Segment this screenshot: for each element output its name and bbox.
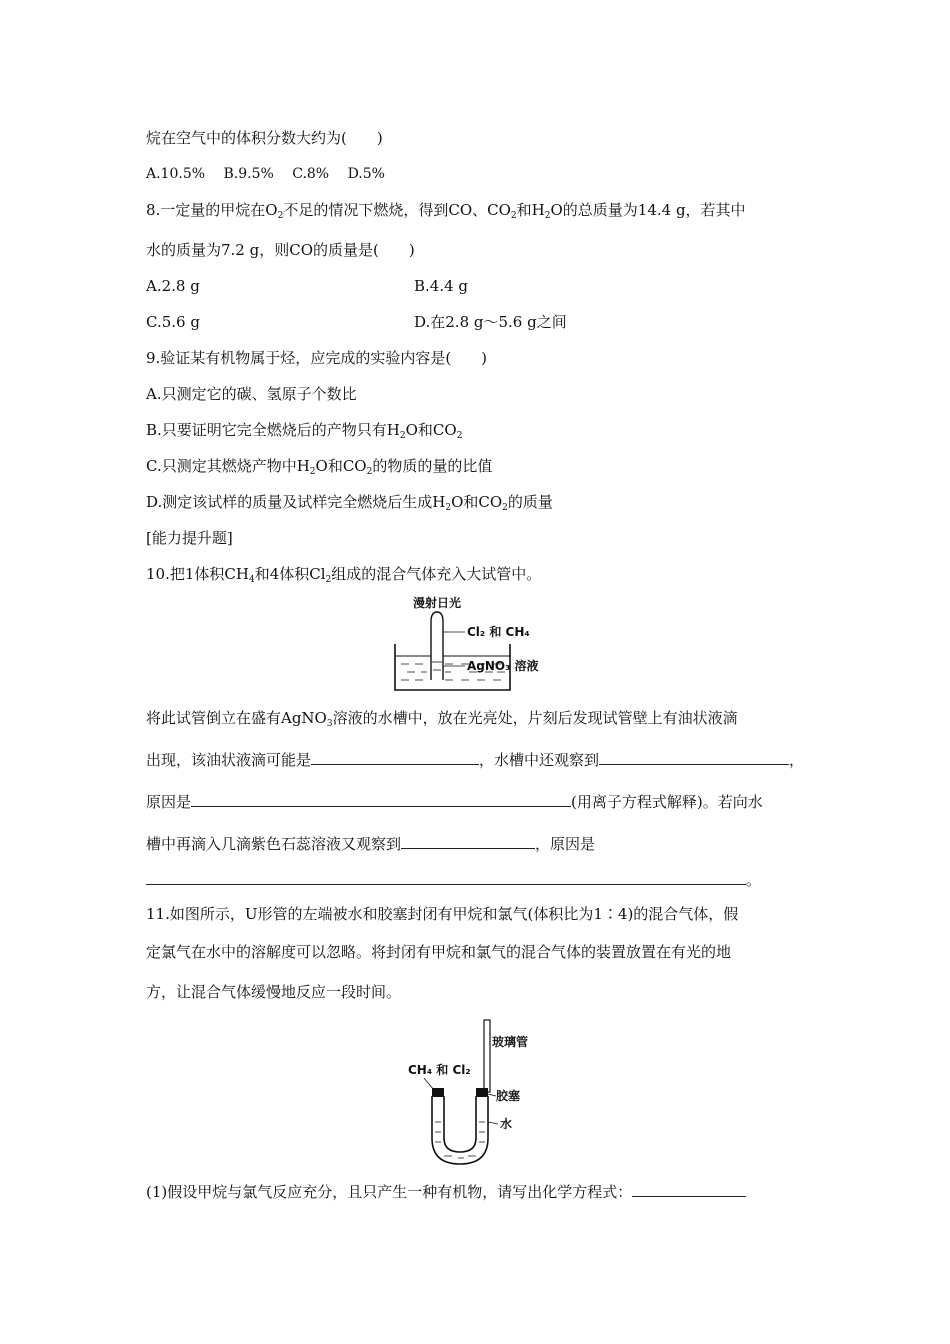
q10-figure	[385, 594, 565, 696]
q8-option-b: B.4.4 g	[414, 277, 469, 295]
q10-stem: 10.把1体积$CH_4$和4体积$Cl_2$组成的混合气体充入大试管中。	[146, 565, 542, 585]
q8-stem-line1: 8.一定量的甲烷在$O_2$不足的情况下燃烧，得到CO、$CO_2$和$H_2O$的总质量为14.4 g，若其中	[146, 201, 746, 221]
u-tube-inner	[444, 1096, 476, 1152]
answer-blank-reason[interactable]	[146, 870, 746, 885]
q10-para-line3: 原因是 (用离子方程式解释)。若向水	[146, 793, 763, 811]
section-title: [能力提升题]	[146, 529, 233, 547]
q11-figure	[400, 1018, 560, 1170]
answer-blank-ionic-equation[interactable]	[191, 792, 571, 807]
q11-label-tube: 玻璃管	[492, 1035, 529, 1049]
q10-para-line1: 将此试管倒立在盛有AgNO$_3$溶液的水槽中，放在光亮处，片刻后发现试管壁上有油状液滴	[146, 709, 738, 729]
q11-label-gas: CH₄ 和 Cl₂	[408, 1063, 471, 1077]
answer-blank-oil[interactable]	[311, 750, 479, 765]
glass-tube	[484, 1020, 490, 1092]
q9-option-c: C.只测定其燃烧产物中$H_2O$和$CO_2$的物质的量的比值	[146, 457, 493, 477]
answer-blank-litmus[interactable]	[401, 834, 535, 849]
q11-label-stopper: 胶塞	[496, 1089, 521, 1103]
q8-option-c: C.5.6 g	[146, 313, 200, 331]
q8-option-a: A.2.8 g	[146, 277, 200, 295]
q9-option-a: A.只测定它的碳、氢原子个数比	[146, 385, 357, 403]
answer-blank-trough[interactable]	[599, 750, 789, 765]
q9-option-b: B.只要证明它完全燃烧后的产物只有$H_2O$和$CO_2$	[146, 421, 463, 441]
q11-stem-line2: 定氯气在水中的溶解度可以忽略。将封闭有甲烷和氯气的混合气体的装置放置在有光的地	[146, 943, 732, 961]
q11-sub1: (1)假设甲烷与氯气反应充分，且只产生一种有机物，请写出化学方程式：	[146, 1182, 746, 1202]
q7-stem-end: 烷在空气中的体积分数大约为( )	[146, 129, 383, 147]
q10-para-line2: 出现，该油状液滴可能是 ，水槽中还观察到 ，	[146, 751, 805, 769]
q8-option-d: D.在2.8 g～5.6 g之间	[414, 313, 567, 331]
q9-option-d: D.测定该试样的质量及试样完全燃烧后生成$H_2O$和$CO_2$的质量	[146, 493, 553, 513]
q11-label-water: 水	[500, 1117, 513, 1131]
q7-options: A.10.5% B.9.5% C.8% D.5%	[146, 166, 385, 182]
q9-stem: 9.验证某有机物属于烃，应完成的实验内容是( )	[146, 349, 488, 367]
q10-para-line4: 槽中再滴入几滴紫色石蕊溶液又观察到 ，原因是	[146, 835, 596, 853]
answer-blank-equation[interactable]	[632, 1182, 746, 1197]
u-tube-outer	[432, 1096, 488, 1164]
q10-para-line5: 。	[146, 870, 761, 890]
q11-stem-line3: 方，让混合气体缓慢地反应一段时间。	[146, 983, 402, 1001]
q11-stem-line1: 11.如图所示，U形管的左端被水和胶塞封闭有甲烷和氯气(体积比为1∶4)的混合气体，假	[146, 905, 739, 923]
q8-stem-line2: 水的质量为7.2 g，则CO的质量是( )	[146, 241, 415, 259]
q10-label-light: 漫射日光	[413, 596, 462, 610]
q10-label-gas: Cl₂ 和 CH₄	[467, 625, 530, 639]
q10-label-solution: AgNO₃ 溶液	[467, 659, 539, 673]
right-stopper	[476, 1088, 488, 1097]
